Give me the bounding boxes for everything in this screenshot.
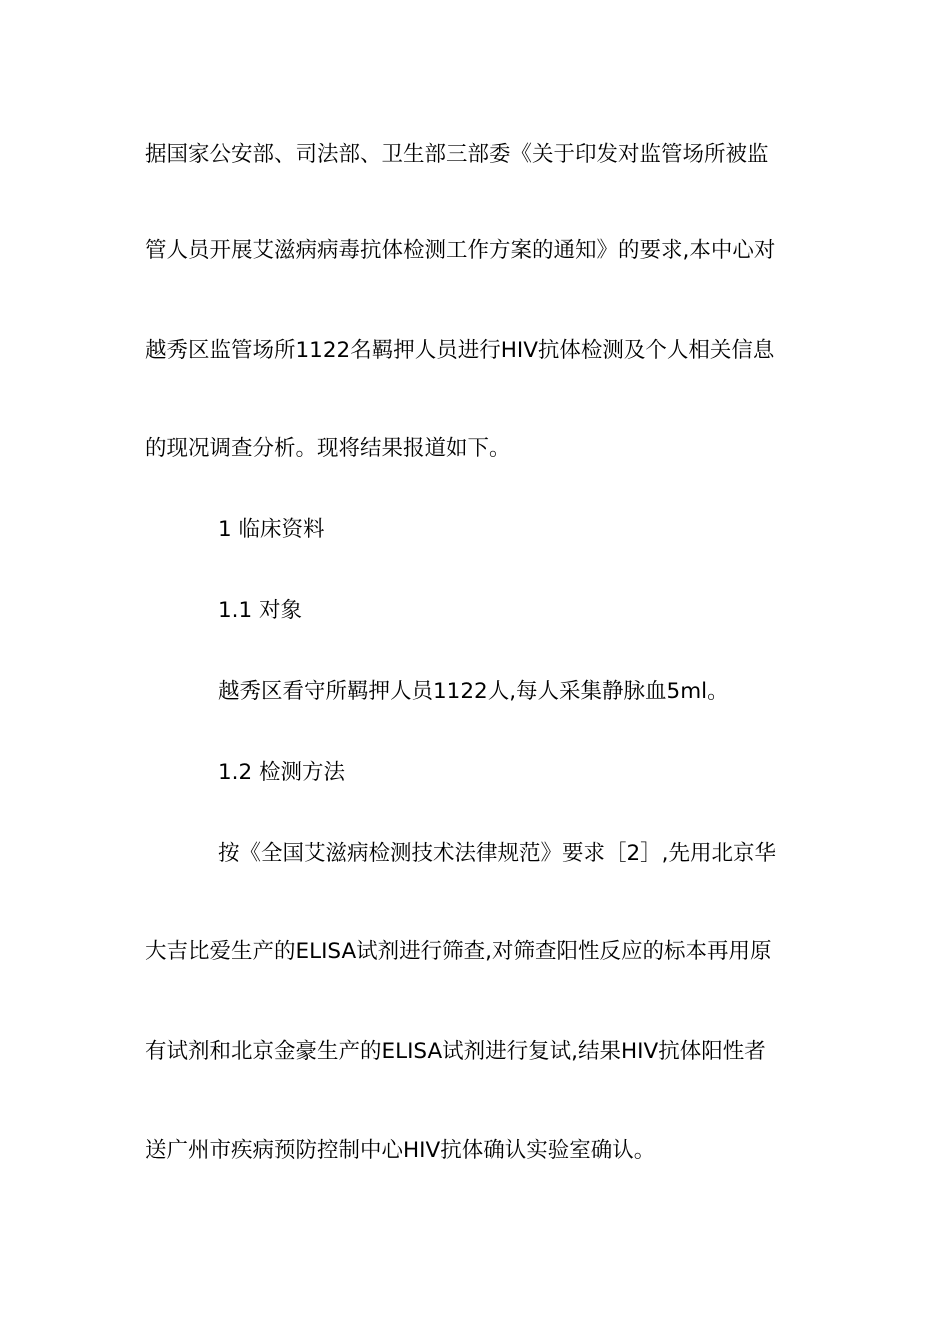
section-heading: 1 临床资料: [218, 517, 325, 542]
subsection-heading: 1.2 检测方法: [218, 760, 346, 785]
paragraph-line: 送广州市疾病预防控制中心HIV抗体确认实验室确认。: [145, 1138, 656, 1163]
subsection-heading: 1.1 对象: [218, 598, 303, 623]
paragraph-line: 据国家公安部、司法部、卫生部三部委《关于印发对监管场所被监: [145, 142, 769, 167]
paragraph-line: 越秀区监管场所1122名羁押人员进行HIV抗体检测及个人相关信息: [145, 338, 775, 363]
paragraph-line: 按《全国艾滋病检测技术法律规范》要求［2］,先用北京华: [218, 841, 777, 866]
paragraph-line: 大吉比爱生产的ELISA试剂进行筛查,对筛查阳性反应的标本再用原: [145, 939, 772, 964]
paragraph-line: 管人员开展艾滋病病毒抗体检测工作方案的通知》的要求,本中心对: [145, 238, 776, 263]
paragraph-line: 的现况调查分析。现将结果报道如下。: [145, 436, 511, 461]
paragraph-line: 有试剂和北京金豪生产的ELISA试剂进行复试,结果HIV抗体阳性者: [145, 1039, 766, 1064]
paragraph-line: 越秀区看守所羁押人员1122人,每人采集静脉血5ml。: [218, 679, 729, 704]
